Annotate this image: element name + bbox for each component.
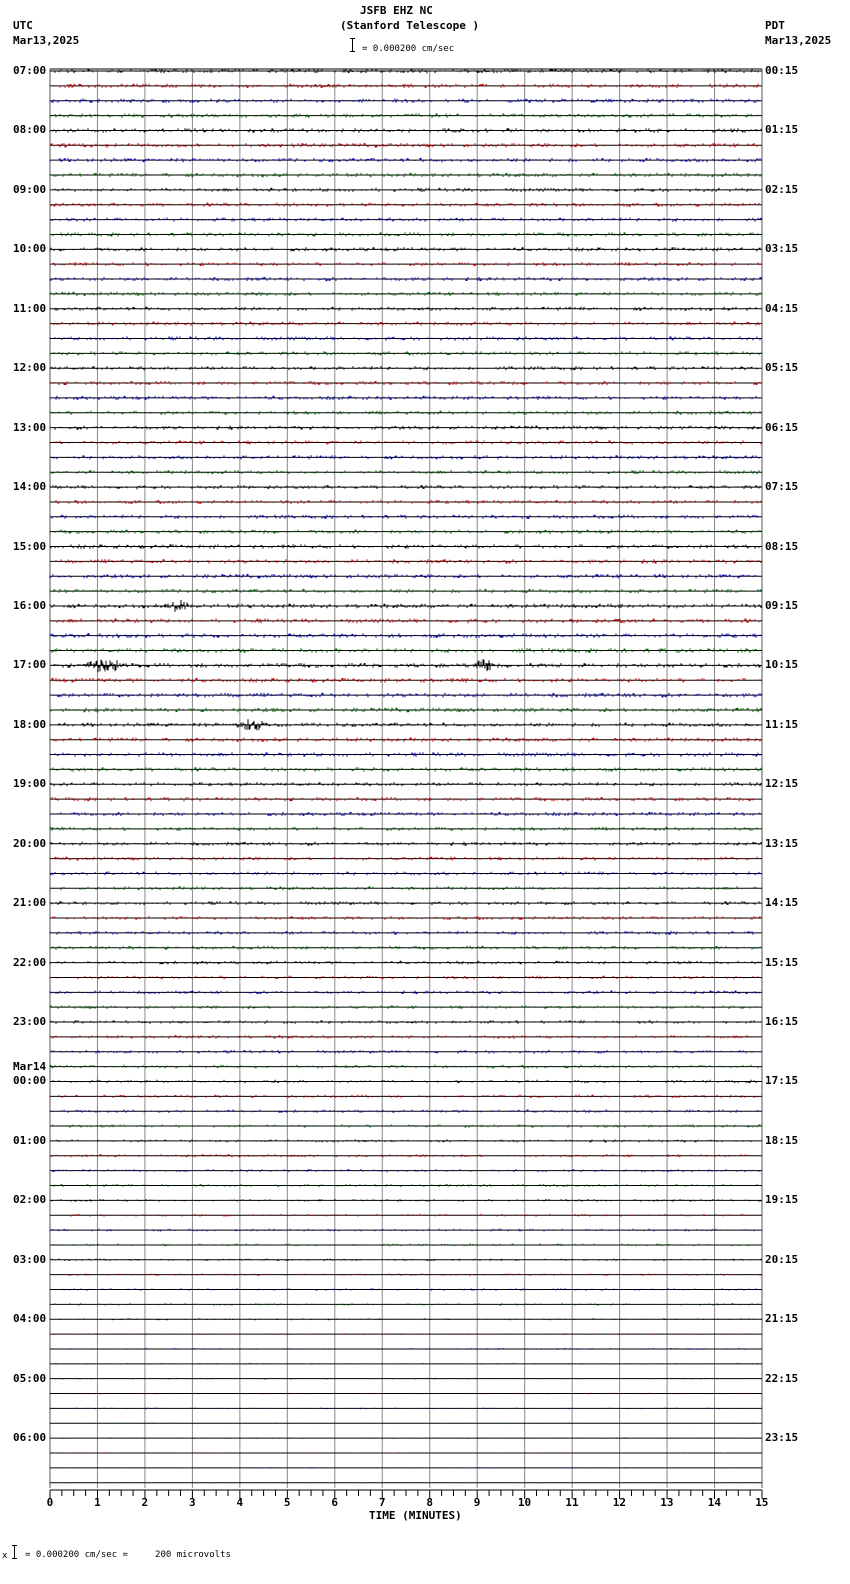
- x-tick-label: 12: [612, 1496, 627, 1509]
- pdt-hour-label: 18:15: [765, 1133, 799, 1147]
- x-tick-label: 5: [283, 1496, 291, 1509]
- utc-hour-label: 22:00: [13, 955, 47, 969]
- x-tick-label: 6: [331, 1496, 339, 1509]
- utc-hour-label: 21:00: [13, 896, 47, 910]
- pdt-hour-label: 10:15: [765, 658, 799, 672]
- footer-marker: x: [2, 1551, 8, 1561]
- utc-hour-label: 02:00: [13, 1193, 47, 1207]
- utc-hour-label: 00:00: [13, 1074, 47, 1088]
- x-tick-label: 9: [473, 1496, 481, 1509]
- utc-hour-label: 20:00: [13, 836, 47, 850]
- pdt-hour-label: 22:15: [765, 1371, 799, 1385]
- pdt-hour-label: 01:15: [765, 123, 799, 137]
- x-tick-label: 4: [236, 1496, 244, 1509]
- utc-hour-label: 07:00: [13, 64, 47, 77]
- pdt-hour-label: 08:15: [765, 539, 799, 553]
- utc-hour-label: 12:00: [13, 361, 47, 375]
- utc-hour-label: 14:00: [13, 480, 47, 494]
- pdt-hour-label: 11:15: [765, 717, 799, 731]
- utc-hour-label: 08:00: [13, 123, 47, 137]
- utc-hour-label: 01:00: [13, 1133, 47, 1147]
- x-tick-label: 0: [46, 1496, 54, 1509]
- x-tick-label: 11: [565, 1496, 579, 1509]
- right-date: Mar13,2025: [765, 34, 832, 47]
- pdt-hour-label: 20:15: [765, 1252, 799, 1266]
- utc-hour-label: 18:00: [13, 717, 47, 731]
- pdt-hour-label: 19:15: [765, 1193, 799, 1207]
- x-tick-label: 10: [517, 1496, 532, 1509]
- pdt-hour-label: 06:15: [765, 420, 799, 434]
- pdt-hour-label: 14:15: [765, 896, 799, 910]
- x-tick-label: 2: [141, 1496, 149, 1509]
- x-tick-label: 7: [378, 1496, 386, 1509]
- x-tick-label: 8: [426, 1496, 433, 1509]
- utc-hour-label: 04:00: [13, 1312, 47, 1326]
- pdt-hour-label: 16:15: [765, 1015, 799, 1029]
- utc-hour-label: 23:00: [13, 1015, 47, 1029]
- pdt-hour-label: 05:15: [765, 361, 799, 375]
- pdt-hour-label: 09:15: [765, 598, 799, 612]
- pdt-hour-label: 15:15: [765, 955, 799, 969]
- pdt-hour-label: 23:15: [765, 1431, 799, 1445]
- utc-hour-label: 17:00: [13, 658, 47, 672]
- utc-hour-label: 16:00: [13, 598, 47, 612]
- pdt-hour-label: 04:15: [765, 301, 799, 315]
- x-tick-label: 15: [755, 1496, 769, 1509]
- utc-hour-label: 19:00: [13, 777, 47, 791]
- left-timezone: UTC: [13, 19, 33, 32]
- pdt-hour-label: 12:15: [765, 777, 799, 791]
- utc-hour-label: 09:00: [13, 182, 47, 196]
- utc-hour-label: 15:00: [13, 539, 47, 553]
- utc-hour-label: 05:00: [13, 1371, 47, 1385]
- x-tick-label: 3: [189, 1496, 196, 1509]
- x-tick-label: 14: [707, 1496, 721, 1509]
- pdt-hour-label: 17:15: [765, 1074, 799, 1088]
- x-tick-label: 1: [94, 1496, 101, 1509]
- pdt-hour-label: 02:15: [765, 182, 799, 196]
- pdt-hour-label: 07:15: [765, 480, 799, 494]
- utc-hour-label: 10:00: [13, 242, 47, 256]
- scale-bar-icon: [352, 38, 358, 52]
- scale-label: = 0.000200 cm/sec: [362, 44, 455, 54]
- footer-scale-label: = 0.000200 cm/sec = 200 microvolts: [25, 1550, 231, 1560]
- x-axis-title: TIME (MINUTES): [369, 1509, 462, 1522]
- utc-hour-label: 13:00: [13, 420, 47, 434]
- date-change-label: Mar14: [13, 1060, 47, 1074]
- utc-hour-label: 06:00: [13, 1431, 47, 1445]
- pdt-hour-label: 21:15: [765, 1312, 799, 1326]
- pdt-hour-label: 00:15: [765, 64, 799, 77]
- pdt-hour-label: 13:15: [765, 836, 799, 850]
- utc-hour-label: 03:00: [13, 1252, 47, 1266]
- right-timezone: PDT: [765, 19, 785, 32]
- left-date: Mar13,2025: [13, 34, 80, 47]
- x-tick-label: 13: [660, 1496, 674, 1509]
- station-title: JSFB EHZ NC: [360, 4, 433, 17]
- pdt-hour-label: 03:15: [765, 242, 799, 256]
- utc-hour-label: 11:00: [13, 301, 47, 315]
- footer-scale-bar-icon: [14, 1545, 20, 1559]
- network-title: (Stanford Telescope ): [340, 19, 480, 32]
